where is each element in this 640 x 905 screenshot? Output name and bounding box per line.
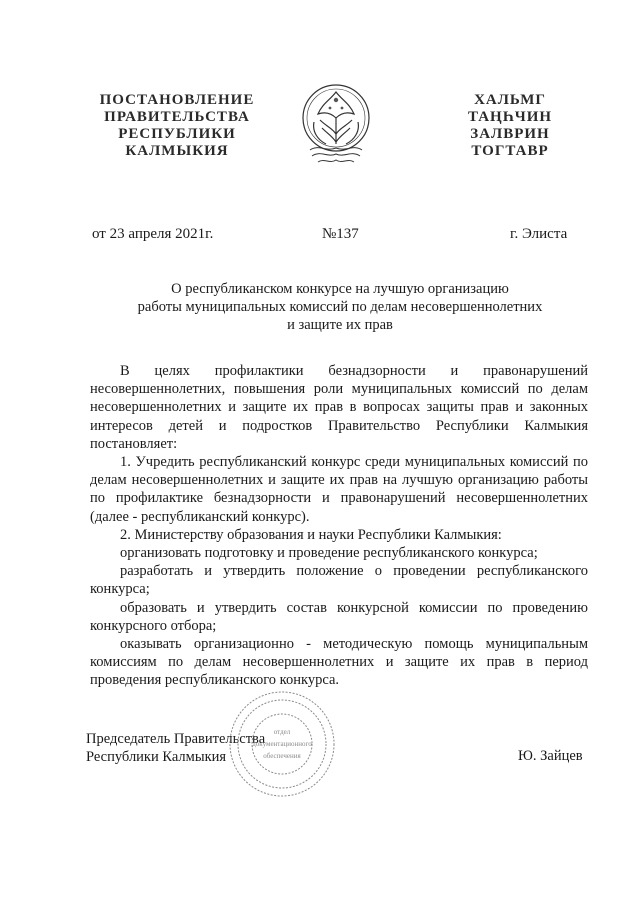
- title-line: и защите их прав: [287, 317, 393, 333]
- stamp-text: обеспечения: [263, 752, 301, 760]
- document-date: от 23 апреля 2021г.: [92, 226, 214, 242]
- item-1: 1. Учредить республиканский конкурс среди муниципальных комиссий по делам несовершеннолетних и защите их прав на лучшую организацию работы по профилактике безнадзорности и правонарушений несовершеннолетних (далее - республиканский конкурс).: [90, 454, 588, 525]
- title-line: работы муниципальных комиссий по делам несовершеннолетних: [137, 299, 543, 315]
- stamp-text: документационного: [252, 740, 312, 748]
- item-2a: организовать подготовку и проведение республиканского конкурса;: [120, 545, 538, 562]
- title-line: О республиканском конкурсе на лучшую организацию: [171, 281, 509, 297]
- document-city: г. Элиста: [510, 226, 568, 242]
- item-2b: разработать и утвердить положение о проведении республиканского конкурса;: [90, 563, 588, 598]
- header-line: ТОГТАВР: [471, 143, 549, 159]
- header-line: ТАҢҺЧИН: [467, 109, 553, 125]
- document-number: №137: [322, 226, 359, 242]
- position-line: Республики Калмыкия: [86, 749, 227, 765]
- header-kalmyk: [450, 92, 570, 160]
- coat-of-arms-icon: [300, 78, 372, 170]
- header-line: ПРАВИТЕЛЬСТВА: [104, 109, 250, 125]
- header-line: КАЛМЫКИЯ: [125, 143, 229, 159]
- header-line: ПОСТАНОВЛЕНИЕ: [99, 92, 255, 108]
- item-2: 2. Министерству образования и науки Республики Калмыкия:: [120, 526, 502, 543]
- document-title: [120, 280, 560, 334]
- signatory-name: Ю. Зайцев: [518, 748, 583, 764]
- header-line: ЗАЛВРИН: [470, 126, 550, 142]
- item-2d: оказывать организационно - методическую помощь муниципальным комиссиям по делам несовершеннолетних и защите их прав в период проведения республиканского конкурса.: [90, 636, 588, 689]
- header-line: РЕСПУБЛИКИ: [118, 126, 236, 142]
- header-line: ХАЛЬМГ: [474, 92, 546, 108]
- position-line: Председатель Правительства: [86, 731, 266, 747]
- intro-paragraph: В целях профилактики безнадзорности и правонарушений несовершеннолетних, повышения роли муниципальных комиссий по делам несовершеннолетних и защите их прав в вопросах защиты прав и законных интересов детей и подростков Правительство Республики Калмыкия постановляет:: [90, 363, 588, 452]
- official-stamp-icon: [226, 688, 338, 800]
- document-body: [90, 362, 588, 690]
- item-2c: образовать и утвердить состав конкурсной комиссии по проведению конкурсного отбора;: [90, 599, 588, 634]
- stamp-text: отдел: [273, 728, 291, 736]
- header-russian: [92, 92, 262, 160]
